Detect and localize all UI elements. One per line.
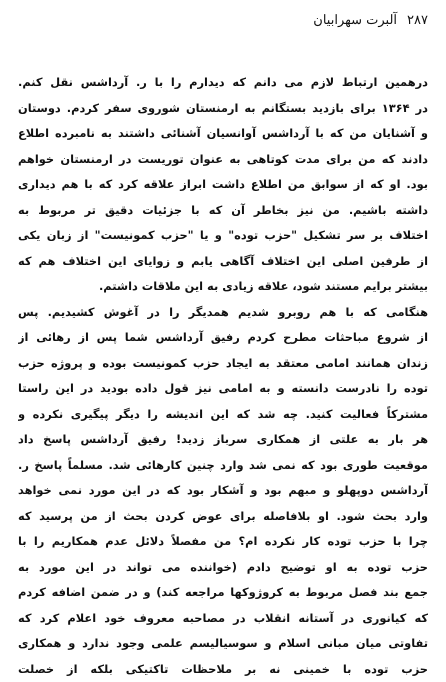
text-line: آرداشس دوپهلو و مبهم بود و آشکار بود که در این مورد نمی خواهد [18, 478, 428, 504]
text-line: جمع بند فصل مربوط به کروژوکها مراجعه کند) و در ضمن اضافه کردم [18, 580, 428, 606]
text-line: و آشنایان من که با آرداشس آوانسیان آشنائی داشتند به نامبرده اطلاع [18, 121, 428, 147]
text-line: تفاوتی میان مبانی اسلام و سوسیالیسم علمی وجود ندارد و همکاری [18, 631, 428, 657]
text-line: اختلاف بر سر تشکیل "حزب توده" و یا "حزب کمونیست" از زبان یکی [18, 223, 428, 249]
text-line: هر بار به علتی از همکاری سرباز زدید! رفیق آرداشس پاسخ داد [18, 427, 428, 453]
body-text [18, 70, 428, 682]
text-line: حزب توده با خمینی نه بر ملاحظات تاکتیکی بلکه از خصلت [18, 657, 428, 682]
running-title: آلبرت سهرابیان [313, 12, 397, 30]
text-line: دادند که من برای مدت کوتاهی به عنوان توریست در ارمنستان خواهم [18, 147, 428, 173]
text-line: هنگامی که با هم روبرو شدیم همدیگر را در آغوش کشیدیم. پس [18, 300, 428, 326]
text-line: از طرفین اصلی این اختلاف آگاهی یابم و زوایای این اختلاف هم که [18, 249, 428, 275]
text-line: زندان همانند امامی معتقد به ایجاد حزب کمونیست بوده و پروژه حزب [18, 351, 428, 377]
text-line: توده را نادرست دانسته و به امامی نیز قول داده بودید در این راستا [18, 376, 428, 402]
running-header [18, 12, 428, 30]
text-line: داشته باشیم. من نیز بخاطر آن که با جزئیات دقیق تر مربوط به [18, 198, 428, 224]
text-line: درهمین ارتباط لازم می دانم که دیدارم را با ر. آرداشس نقل کنم. [18, 70, 428, 96]
text-line: وارد بحث شود. او بلافاصله برای عوض کردن بحث از من پرسید که [18, 504, 428, 530]
text-line: مشترکاً فعالیت کنید. چه شد که این اندیشه را دیگر پیگیری نکرده و [18, 402, 428, 428]
text-line: که کیانوری در آستانه انقلاب در مصاحبه معروف خود اعلام کرد که [18, 606, 428, 632]
text-line: بیشتر برایم مستند شود، علاقه زیادی به این ملاقات داشتم. [18, 274, 428, 300]
text-line: چرا با حزب توده کار نکرده ام؟ من مفصلاً دلائل عدم همکاریم را با [18, 529, 428, 555]
page-number: ۲۸۷ [407, 12, 428, 30]
text-line: بود. او که از سوابق من اطلاع داشت ابراز علاقه کرد که با هم دیداری [18, 172, 428, 198]
text-line: حزب توده به او توضیح دادم (خواننده می تواند در این مورد به [18, 555, 428, 581]
text-line: از شروع مباحثات مطرح کردم رفیق آرداشس شما پس از رهائی از [18, 325, 428, 351]
text-line: موقعیت طوری بود که نمی شد وارد چنین کارهائی شد. مسلماً پاسخ ر. [18, 453, 428, 479]
text-line: در ۱۳۶۴ برای بازدید بستگانم به ارمنستان شوروی سفر کردم. دوستان [18, 96, 428, 122]
